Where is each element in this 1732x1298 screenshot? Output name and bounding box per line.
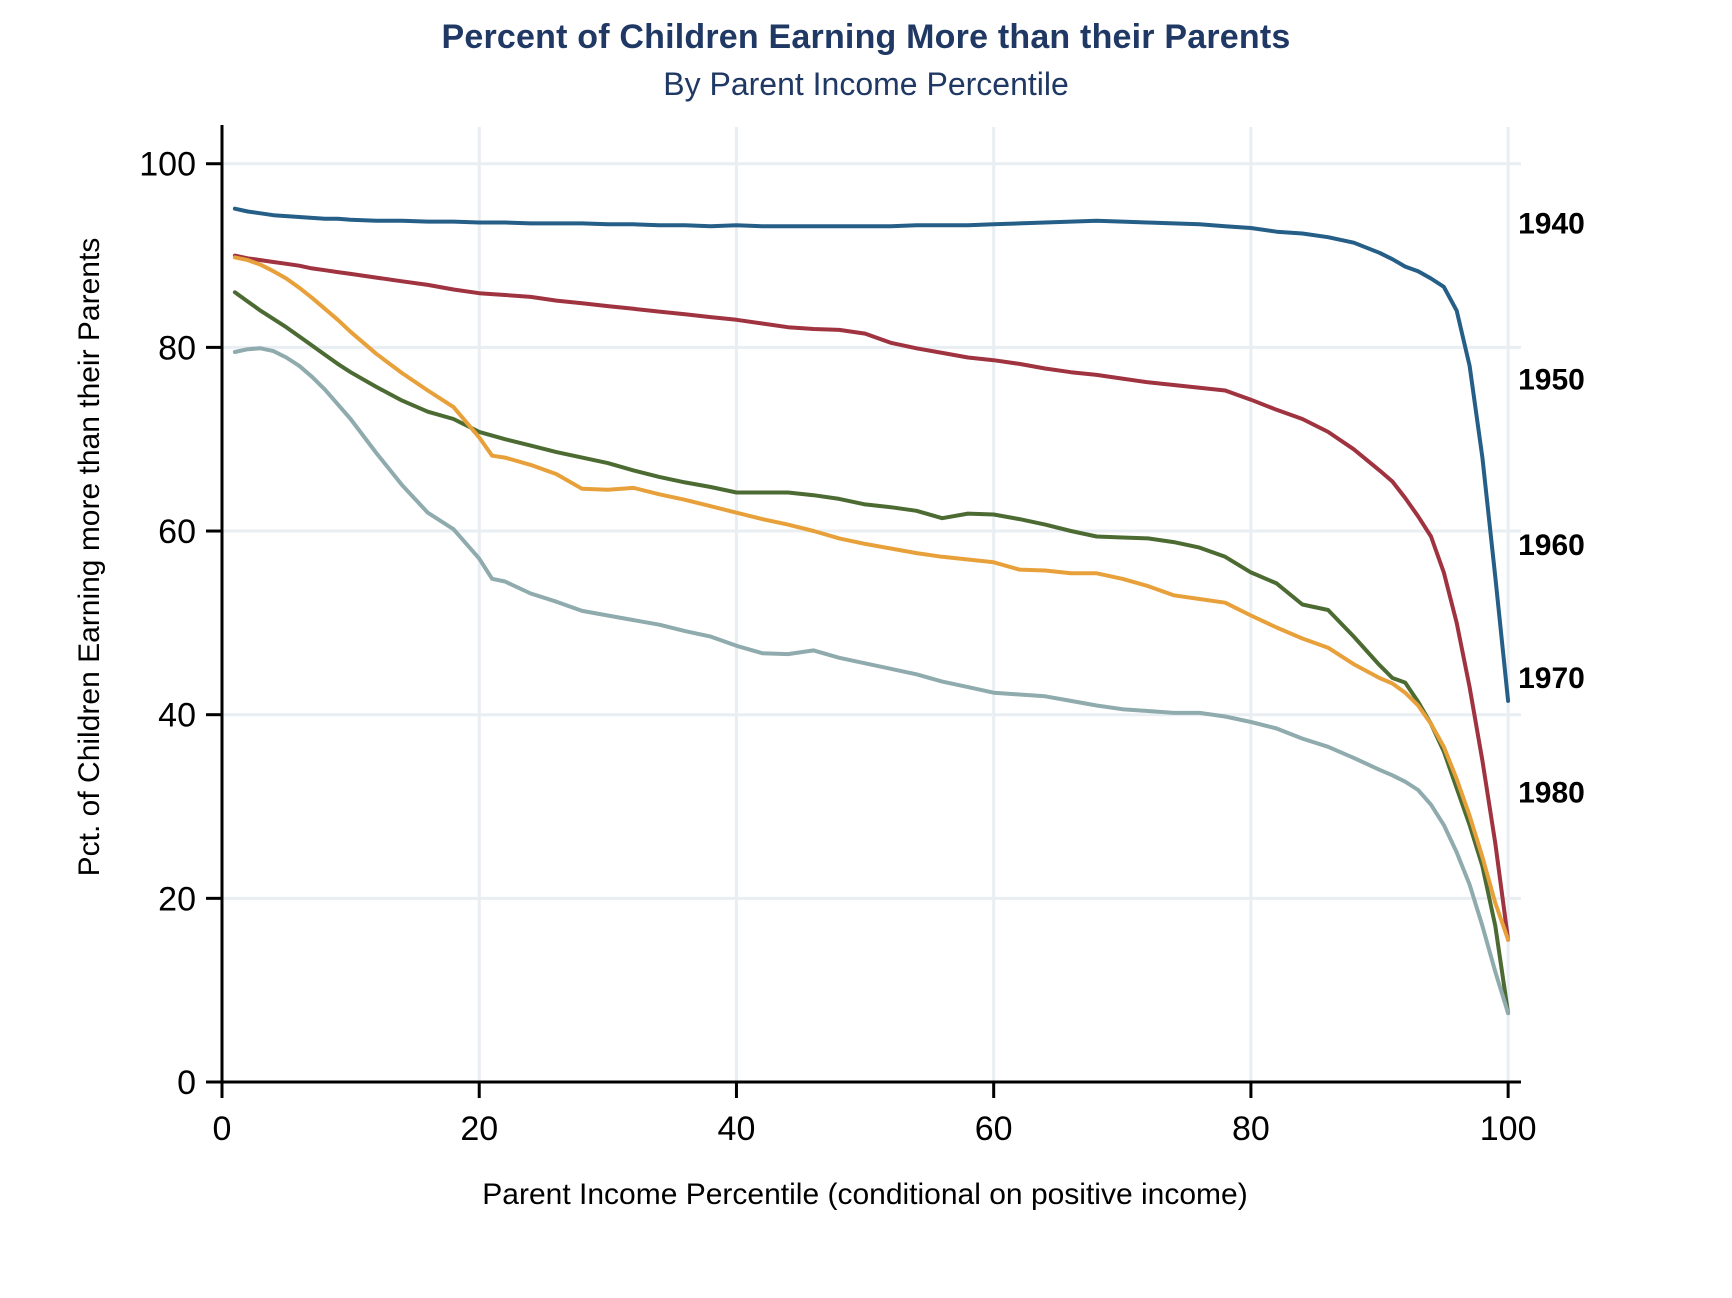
x-axis-tick-label: 20	[460, 1110, 499, 1148]
y-axis-tick-label: 20	[158, 880, 196, 919]
x-axis-tick-label: 0	[212, 1110, 232, 1148]
y-axis-tick-label: 0	[177, 1064, 196, 1102]
series-label-1950: 1950	[1518, 363, 1585, 397]
y-axis-tick-label: 40	[158, 696, 196, 735]
chart-subtitle: By Parent Income Percentile	[663, 66, 1069, 102]
chart-title: Percent of Children Earning More than their Parents	[441, 18, 1291, 56]
series-label-1940: 1940	[1518, 207, 1585, 241]
series-label-1980: 1980	[1518, 776, 1585, 810]
y-axis-tick-label: 80	[158, 329, 196, 368]
y-axis-tick-label: 100	[139, 145, 196, 184]
x-axis-tick-label: 80	[1231, 1110, 1270, 1148]
series-label-1960: 1960	[1518, 528, 1585, 562]
x-axis-tick-label: 40	[717, 1110, 756, 1148]
x-axis-tick-label: 100	[1479, 1110, 1537, 1148]
y-axis-tick-label: 60	[158, 513, 196, 552]
x-axis-label: Parent Income Percentile (conditional on positive income)	[482, 1178, 1248, 1211]
x-axis-tick-label: 60	[974, 1110, 1013, 1148]
series-label-1970: 1970	[1518, 661, 1585, 695]
y-axis-label: Pct. of Children Earning more than their Parents	[73, 237, 106, 877]
plot-background	[222, 127, 1521, 1082]
